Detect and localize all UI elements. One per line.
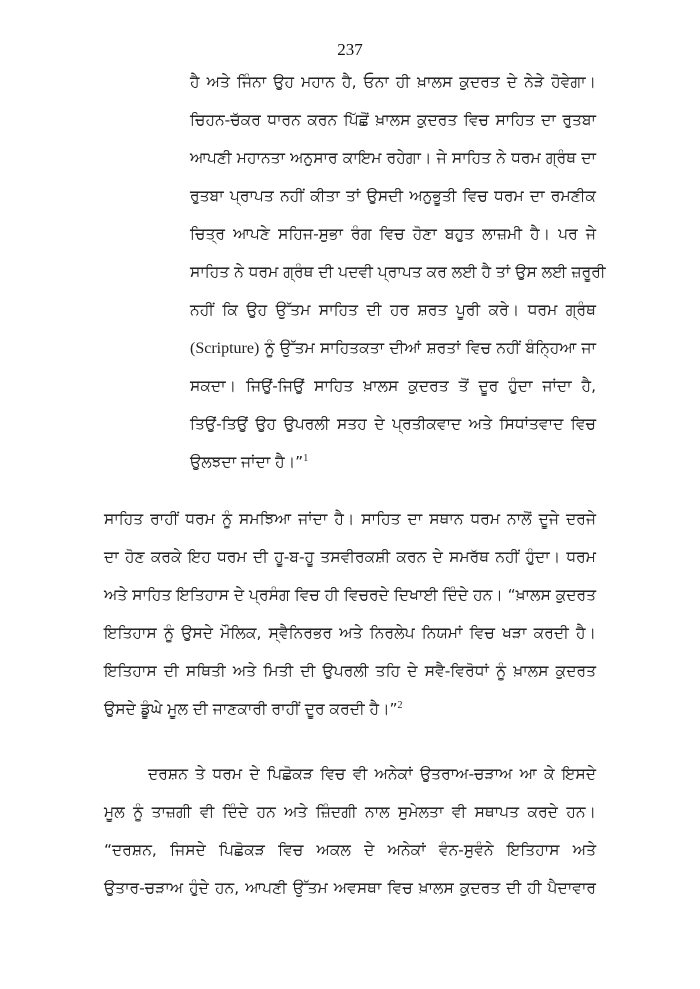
paragraph-line: ਉਤਾਰ-ਚੜਾਅ ਹੁੰਦੇ ਹਨ, ਆਪਣੀ ਉੱਤਮ ਅਵਸਥਾ ਵਿਚ ਖ਼ਾਲਸ ਕੁਦਰਤ ਦੀ ਹੀ ਪੈਦਾਵਾਰ: [104, 879, 596, 897]
quote-line: ਨਹੀਂ ਕਿ ਉਹ ਉੱਤਮ ਸਾਹਿਤ ਦੀ ਹਰ ਸ਼ਰਤ ਪੂਰੀ ਕਰੇ। ਧਰਮ ਗ੍ਰੰਥ: [190, 301, 596, 319]
paragraph-line: ਮੂਲ ਨੂੰ ਤਾਜ਼ਗੀ ਵੀ ਦਿੰਦੇ ਹਨ ਅਤੇ ਜ਼ਿੰਦਗੀ ਨਾਲ ਸੁਮੇਲਤਾ ਵੀ ਸਥਾਪਤ ਕਰਦੇ ਹਨ।: [104, 803, 596, 821]
paragraph-line: ਅਤੇ ਸਾਹਿਤ ਇਤਿਹਾਸ ਦੇ ਪ੍ਰਸੰਗ ਵਿਚ ਹੀ ਵਿਚਰਦੇ ਦਿਖਾਈ ਦਿੰਦੇ ਹਨ। “ਖ਼ਾਲਸ ਕੁਦਰਤ: [104, 586, 597, 604]
quote-line: ਤਿਉਂ-ਤਿਉਂ ਉਹ ਉਪਰਲੀ ਸਤਹ ਦੇ ਪ੍ਰਤੀਕਵਾਦ ਅਤੇ ਸਿਧਾਂਤਵਾਦ ਵਿਚ: [190, 415, 596, 433]
footnote-ref: 1: [303, 452, 309, 464]
footnote-ref: 2: [397, 699, 403, 711]
quote-line: ਚਿਹਨ-ਚੱਕਰ ਧਾਰਨ ਕਰਨ ਪਿੱਛੋਂ ਖ਼ਾਲਸ ਕੁਦਰਤ ਵਿਚ ਸਾਹਿਤ ਦਾ ਰੁਤਬਾ: [190, 111, 596, 129]
quote-line: ਆਪਣੀ ਮਹਾਨਤਾ ਅਨੁਸਾਰ ਕਾਇਮ ਰਹੇਗਾ। ਜੇ ਸਾਹਿਤ ਨੇ ਧਰਮ ਗ੍ਰੰਥ ਦਾ: [190, 149, 596, 167]
paragraph-line: ਸਾਹਿਤ ਰਾਹੀਂ ਧਰਮ ਨੂੰ ਸਮਝਿਆ ਜਾਂਦਾ ਹੈ। ਸਾਹਿਤ ਦਾ ਸਥਾਨ ਧਰਮ ਨਾਲੋਂ ਦੂਜੇ ਦਰਜੇ: [104, 510, 596, 528]
quote-line: ਸਾਹਿਤ ਨੇ ਧਰਮ ਗ੍ਰੰਥ ਦੀ ਪਦਵੀ ਪ੍ਰਾਪਤ ਕਰ ਲਈ ਹੈ ਤਾਂ ਉਸ ਲਈ ਜ਼ਰੂਰੀ: [190, 263, 606, 281]
paragraph-line: ਇਤਿਹਾਸ ਦੀ ਸਥਿਤੀ ਅਤੇ ਮਿਤੀ ਦੀ ਉਪਰਲੀ ਤਹਿ ਦੇ ਸਵੈ-ਵਿਰੋਧਾਂ ਨੂੰ ਖ਼ਾਲਸ ਕੁਦਰਤ: [104, 662, 596, 680]
paragraph-line: ਇਤਿਹਾਸ ਨੂੰ ਉਸਦੇ ਮੌਲਿਕ, ਸ੍ਵੈਨਿਰਭਰ ਅਤੇ ਨਿਰਲੇਪ ਨਿਯਮਾਂ ਵਿਚ ਖੜਾ ਕਰਦੀ ਹੈ।: [104, 624, 596, 642]
quote-line: ਸਕਦਾ। ਜਿਉਂ-ਜਿਉਂ ਸਾਹਿਤ ਖ਼ਾਲਸ ਕੁਦਰਤ ਤੋਂ ਦੂਰ ਹੁੰਦਾ ਜਾਂਦਾ ਹੈ,: [190, 377, 596, 395]
paragraph-line-text: ਉਸਦੇ ਡੂੰਘੇ ਮੂਲ ਦੀ ਜਾਣਕਾਰੀ ਰਾਹੀਂ ਦੂਰ ਕਰਦੀ ਹੈ।”: [104, 700, 398, 718]
quote-line-text: ਨੂੰ ਉੱਤਮ ਸਾਹਿਤਕਤਾ ਦੀਆਂ ਸ਼ਰਤਾਂ ਵਿਚ ਨਹੀਂ ਬੰਨ੍ਹਿਆ ਜਾ: [264, 339, 596, 357]
quote-line-text: ਉਲਝਦਾ ਜਾਂਦਾ ਹੈ।”: [190, 453, 304, 471]
paragraph-line: ਦਾ ਹੋਣ ਕਰਕੇ ਇਹ ਧਰਮ ਦੀ ਹੂ-ਬ-ਹੂ ਤਸਵੀਰਕਸ਼ੀ ਕਰਨ ਦੇ ਸਮਰੱਥ ਨਹੀਂ ਹੁੰਦਾ। ਧਰਮ: [104, 548, 596, 566]
paragraph-line: [104, 697, 596, 721]
paragraph-line: ਦਰਸ਼ਨ ਤੇ ਧਰਮ ਦੇ ਪਿਛੋਕੜ ਵਿਚ ਵੀ ਅਨੇਕਾਂ ਉਤਰਾਅ-ਚੜਾਅ ਆ ਕੇ ਇਸਦੇ: [148, 765, 596, 783]
quote-line: [190, 450, 596, 474]
latin-term: (Scripture): [190, 340, 260, 357]
quote-line: ਚਿਤ੍ਰ ਆਪਣੇ ਸਹਿਜ-ਸੁਭਾ ਰੰਗ ਵਿਚ ਹੋਣਾ ਬਹੁਤ ਲਾਜ਼ਮੀ ਹੈ। ਪਰ ਜੇ: [190, 225, 596, 243]
quote-line: ਰੁਤਬਾ ਪ੍ਰਾਪਤ ਨਹੀਂ ਕੀਤਾ ਤਾਂ ਉਸਦੀ ਅਨੁਭੂਤੀ ਵਿਚ ਧਰਮ ਦਾ ਰਮਣੀਕ: [190, 187, 596, 205]
quote-line: [190, 336, 596, 360]
page-number: 237: [337, 40, 363, 59]
quote-line: ਹੈ ਅਤੇ ਜਿੰਨਾ ਉਹ ਮਹਾਨ ਹੈ, ਓਨਾ ਹੀ ਖ਼ਾਲਸ ਕੁਦਰਤ ਦੇ ਨੇੜੇ ਹੋਵੇਗਾ।: [190, 73, 596, 91]
paragraph-line: “ਦਰਸ਼ਨ, ਜਿਸਦੇ ਪਿਛੋਕੜ ਵਿਚ ਅਕਲ ਦੇ ਅਨੇਕਾਂ ਵੰਨ-ਸੁਵੰਨੇ ਇਤਿਹਾਸ ਅਤੇ: [104, 841, 596, 859]
